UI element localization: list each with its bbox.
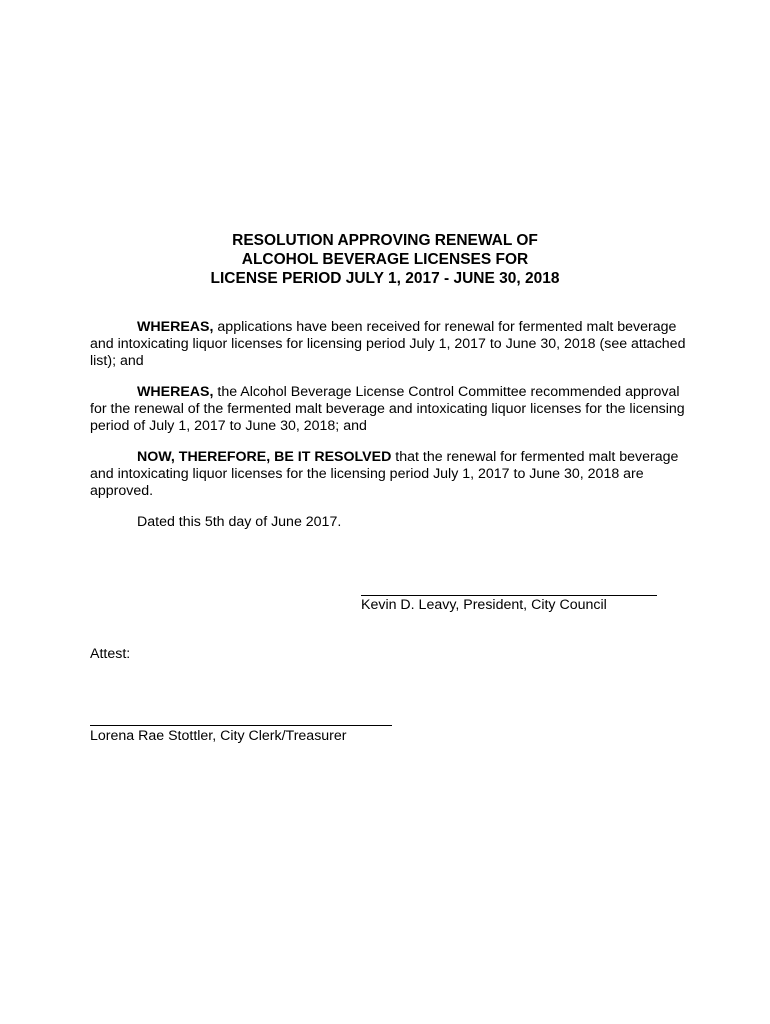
dated-text: Dated this 5th day of June 2017. [137,514,342,530]
president-signature-line [361,595,657,596]
president-signature-name: Kevin D. Leavy, President, City Council [361,597,607,613]
document-title-line-2: ALCOHOL BEVERAGE LICENSES FOR [241,251,529,268]
attest-label: Attest: [90,646,131,662]
whereas-paragraph-2 [90,384,690,435]
clerk-signature-line [90,725,392,726]
document-title-line-1: RESOLUTION APPROVING RENEWAL OF [232,232,538,249]
paragraph-text: applications have been received for renewal for fermented malt beverage and intoxicating liquor licenses for licensing period July 1, 2017 to June 30, 2018 (see attached list); and [90,319,686,369]
paragraph-text: the Alcohol Beverage License Control Committee recommended approval for the renewal of the fermented malt beverage and intoxicating liquor licenses for the licensing period of July 1, 2017 to June 30, 2018; and [90,384,685,434]
clerk-signature-name: Lorena Rae Stottler, City Clerk/Treasurer [90,728,347,744]
paragraph-lead: WHEREAS, [137,384,214,400]
resolved-paragraph [90,449,690,500]
dated-line [90,514,690,531]
whereas-paragraph-1 [90,319,690,370]
paragraph-lead: WHEREAS, [137,319,214,335]
paragraph-text: that the renewal for fermented malt beverage and intoxicating liquor licenses for the licensing period July 1, 2017 to June 30, 2018 are approved. [90,449,679,499]
paragraph-lead: NOW, THEREFORE, BE IT RESOLVED [137,449,392,465]
document-title-line-3: LICENSE PERIOD JULY 1, 2017 - JUNE 30, 2018 [210,270,560,287]
